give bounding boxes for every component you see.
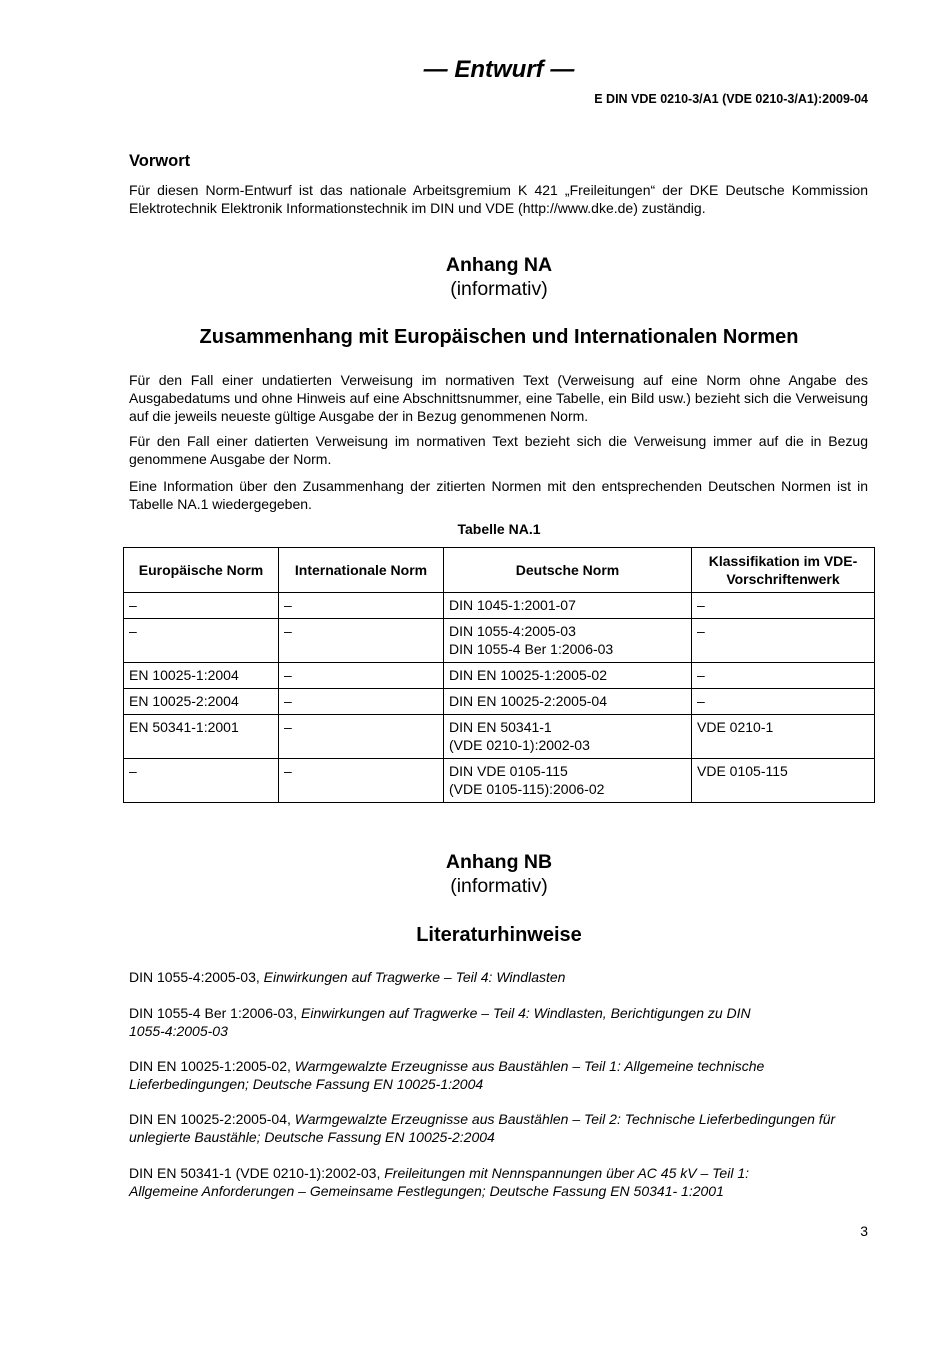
table-cell: – — [124, 619, 279, 663]
table-row — [124, 619, 875, 663]
reference-entry — [129, 968, 849, 986]
reference-code: DIN 1055-4 Ber 1:2006-03, — [129, 1005, 301, 1021]
table-cell: – — [692, 663, 875, 689]
table-cell: DIN 1055-4:2005-03 DIN 1055-4 Ber 1:2006-03 — [444, 619, 692, 663]
table-cell: DIN EN 10025-1:2005-02 — [444, 663, 692, 689]
table-row — [124, 593, 875, 619]
draft-label: — Entwurf — — [423, 56, 575, 83]
table-row — [124, 759, 875, 803]
annex-na-subtitle: (informativ) — [450, 278, 548, 300]
reference-code: DIN EN 10025-2:2005-04, — [129, 1111, 295, 1127]
annex-na-heading: Zusammenhang mit Europäischen und Internationalen Normen — [199, 326, 799, 348]
table-cell: – — [279, 663, 444, 689]
page-number: 3 — [860, 1223, 868, 1239]
table-cell: DIN EN 50341-1 (VDE 0210-1):2002-03 — [444, 715, 692, 759]
table-cell: – — [279, 619, 444, 663]
table-row — [124, 715, 875, 759]
table-cell: VDE 0105-115 — [692, 759, 875, 803]
table-cell: EN 50341-1:2001 — [124, 715, 279, 759]
reference-code: DIN EN 50341-1 (VDE 0210-1):2002-03, — [129, 1165, 385, 1181]
table-header-cell: Klassifikation im VDE-Vorschriftenwerk — [692, 548, 875, 593]
annex-na-paragraph: Eine Information über den Zusammenhang der zitierten Normen mit den entsprechenden Deutschen Normen ist in Tabelle NA.1 wiedergegeben. — [129, 478, 868, 512]
document-id: E DIN VDE 0210-3/A1 (VDE 0210-3/A1):2009-04 — [594, 92, 868, 106]
reference-title: Freileitungen mit Nennspannungen über AC 45 kV – Teil 1: Allgemeine Anforderungen – Gemeinsame Festlegungen; Deutsche Fassung EN 50341- 1:2001 — [129, 1165, 749, 1199]
table-cell: DIN EN 10025-2:2005-04 — [444, 689, 692, 715]
reference-entry — [129, 1110, 839, 1146]
table-header-cell: Europäische Norm — [124, 548, 279, 593]
table-cell: – — [692, 593, 875, 619]
reference-title: Warmgewalzte Erzeugnisse aus Baustählen – Teil 2: Technische Lieferbedingungen für unlegierte Baustähle; Deutsche Fassung EN 10025-2:2004 — [129, 1111, 836, 1145]
norms-table — [123, 547, 875, 803]
table-caption: Tabelle NA.1 — [457, 521, 541, 537]
table-row — [124, 663, 875, 689]
foreword-heading: Vorwort — [129, 152, 191, 170]
reference-code: DIN 1055-4:2005-03, — [129, 969, 264, 985]
foreword-text: Für diesen Norm-Entwurf ist das nationale Arbeitsgremium K 421 „Freileitungen“ der DKE Deutsche Kommission Elektrotechnik Elektronik Informationstechnik im DIN und VDE (http://www.dke.de) zuständig. — [129, 182, 868, 216]
annex-nb-title: Anhang NB — [445, 851, 553, 873]
annex-na-paragraph: Für den Fall einer undatierten Verweisung im normativen Text (Verweisung auf eine Norm ohne Angabe des Ausgabedatums und ohne Hinweis auf eine Abschnittsnummer, eine Tabelle, ein Bild usw.) bezieht sich die Verweisung auf die jeweils neueste gültige Ausgabe der in Bezug genommenen Norm. — [129, 372, 868, 424]
table-header-cell: Internationale Norm — [279, 548, 444, 593]
reference-entry — [129, 1164, 819, 1200]
annex-nb-heading: Literaturhinweise — [416, 924, 582, 946]
table-cell: – — [279, 593, 444, 619]
annex-na-title: Anhang NA — [445, 254, 553, 276]
reference-title: Einwirkungen auf Tragwerke – Teil 4: Windlasten, Berichtigungen zu DIN 1055-4:2005-03 — [129, 1005, 751, 1039]
annex-na-paragraph: Für den Fall einer datierten Verweisung im normativen Text bezieht sich die Verweisung immer auf die in Bezug genommene Ausgabe der Norm. — [129, 433, 868, 467]
table-header-cell: Deutsche Norm — [444, 548, 692, 593]
table-cell: DIN VDE 0105-115 (VDE 0105-115):2006-02 — [444, 759, 692, 803]
annex-nb-subtitle: (informativ) — [450, 875, 548, 897]
table-header-row — [124, 548, 875, 593]
reference-code: DIN EN 10025-1:2005-02, — [129, 1058, 295, 1074]
table-cell: – — [279, 715, 444, 759]
table-cell: – — [279, 689, 444, 715]
table-cell: – — [279, 759, 444, 803]
reference-title: Einwirkungen auf Tragwerke – Teil 4: Windlasten — [263, 969, 566, 985]
table-cell: – — [124, 593, 279, 619]
table-cell: DIN 1045-1:2001-07 — [444, 593, 692, 619]
reference-title: Warmgewalzte Erzeugnisse aus Baustählen – Teil 1: Allgemeine technische Lieferbedingungen; Deutsche Fassung EN 10025-1:2004 — [129, 1058, 765, 1092]
table-cell: VDE 0210-1 — [692, 715, 875, 759]
reference-entry — [129, 1004, 789, 1040]
table-cell: EN 10025-2:2004 — [124, 689, 279, 715]
table-cell: – — [124, 759, 279, 803]
table-cell: – — [692, 619, 875, 663]
table-row — [124, 689, 875, 715]
table-cell: EN 10025-1:2004 — [124, 663, 279, 689]
reference-entry — [129, 1057, 829, 1093]
table-cell: – — [692, 689, 875, 715]
